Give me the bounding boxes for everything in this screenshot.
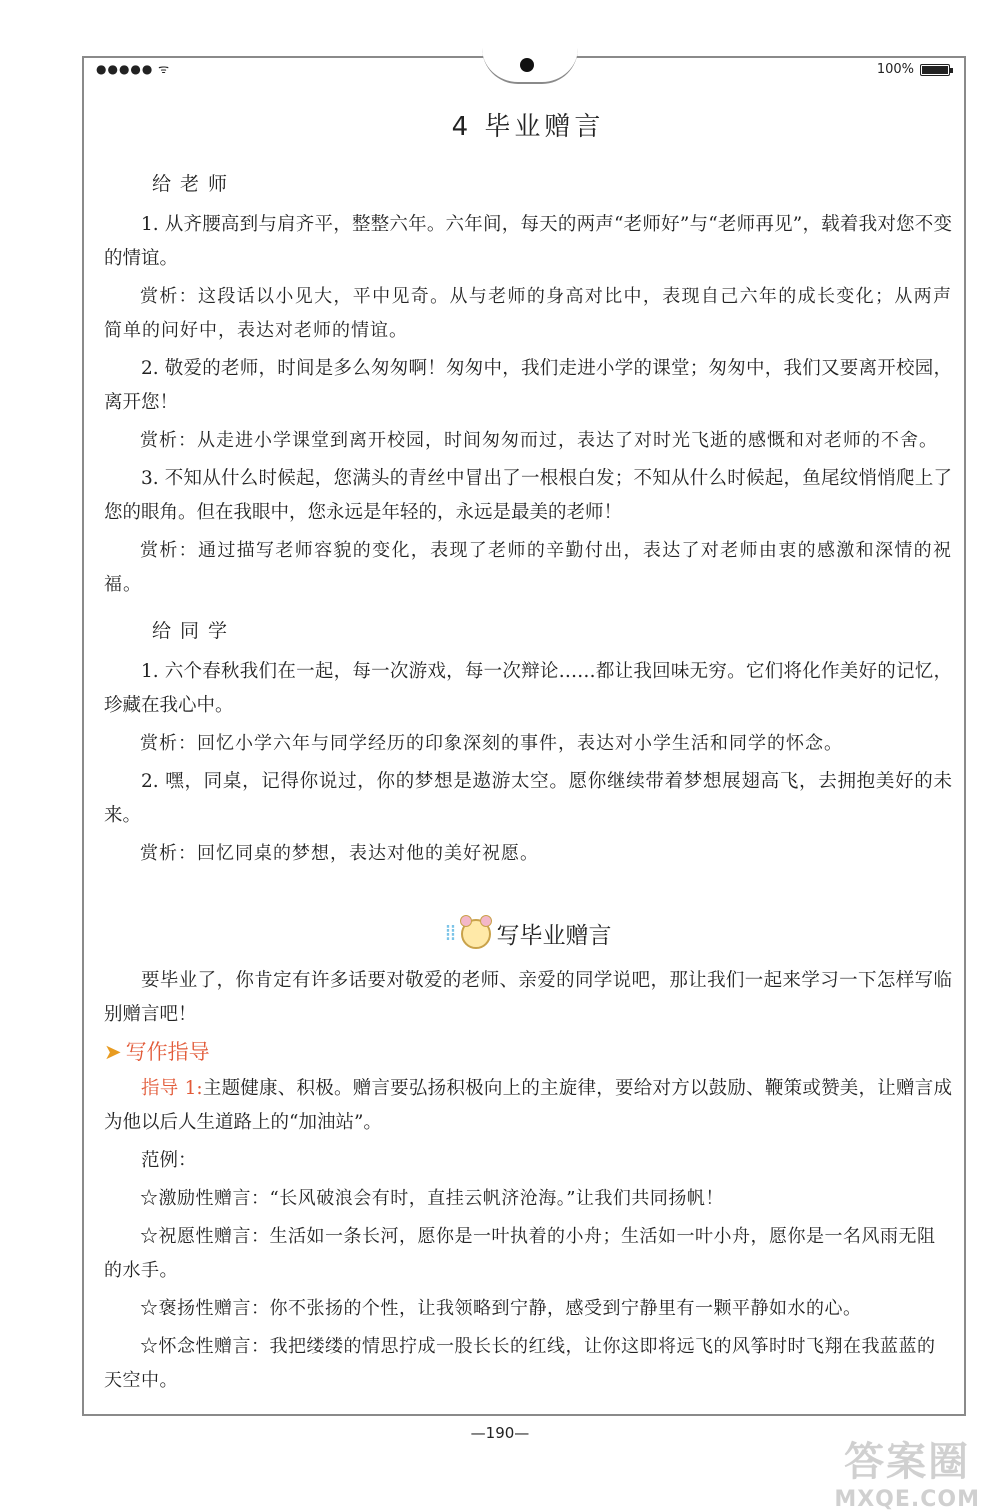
guide-heading bbox=[104, 1036, 952, 1066]
status-bar-left bbox=[96, 60, 170, 77]
watermark-line-1: 答案圈 bbox=[844, 1439, 971, 1485]
wifi-icon: ᯤ bbox=[158, 62, 171, 76]
classmate-item-2: 2. 嘿，同桌，记得你说过，你的梦想是遨游太空。愿你继续带着梦想展翅高飞，去拥抱美好的未来。 bbox=[104, 771, 952, 826]
signal-icon: ●●●●● bbox=[96, 62, 159, 76]
banner-title: 写毕业赠言 bbox=[496, 923, 612, 949]
example-4: ☆怀念性赠言：我把缕缕的情思拧成一股长长的红线，让你这即将远飞的风筝时时飞翔在我蓝蓝的天空中。 bbox=[104, 1336, 936, 1391]
page-number: —190— bbox=[470, 1424, 530, 1442]
status-bar-right bbox=[877, 62, 950, 77]
arrow-right-icon: ➤ bbox=[104, 1040, 122, 1064]
writing-banner bbox=[104, 917, 952, 950]
page-content bbox=[104, 100, 952, 1402]
teacher-item-2: 2. 敬爱的老师，时间是多么匆匆啊！匆匆中，我们走进小学的课堂；匆匆中，我们又要离开校园，离开您！ bbox=[104, 358, 952, 413]
example-1: ☆激励性赠言：“长风破浪会有时，直挂云帆济沧海。”让我们共同扬帆！ bbox=[140, 1188, 724, 1209]
examples-label: 范例： bbox=[141, 1150, 197, 1171]
bear-mascot-icon bbox=[461, 919, 491, 949]
teacher-analysis-2: 赏析：从走进小学课堂到离开校园，时间匆匆而过，表达了对时光飞逝的感慨和对老师的不舍。 bbox=[140, 430, 938, 451]
guide-text: 主题健康、积极。赠言要弘扬积极向上的主旋律，要给对方以鼓励、鞭策或赞美，让赠言成为他以后人生道路上的“加油站”。 bbox=[104, 1078, 952, 1133]
guide-heading-text: 写作指导 bbox=[125, 1040, 210, 1064]
classmate-item-1: 1. 六个春秋我们在一起，每一次游戏，每一次辩论……都让我回味无穷。它们将化作美好的记忆，珍藏在我心中。 bbox=[104, 661, 952, 716]
example-2: ☆祝愿性赠言：生活如一条长河，愿你是一叶执着的小舟；生活如一叶小舟，愿你是一名风雨无阻的水手。 bbox=[104, 1226, 936, 1281]
classmate-analysis-2: 赏析：回忆同桌的梦想，表达对他的美好祝愿。 bbox=[140, 843, 539, 864]
battery-icon bbox=[920, 64, 950, 76]
example-3: ☆褒扬性赠言：你不张扬的个性，让我领略到宁静，感受到宁静里有一颗平静如水的心。 bbox=[140, 1298, 862, 1319]
camera-icon bbox=[520, 58, 534, 72]
watermark-line-2: MXQE.COM bbox=[834, 1487, 980, 1512]
section-heading-classmate: 给同学 bbox=[152, 620, 237, 642]
section-heading-teacher: 给老师 bbox=[152, 173, 237, 195]
page-title: 4 毕业赠言 bbox=[451, 112, 605, 142]
writing-intro: 要毕业了，你肯定有许多话要对敬爱的老师、亲爱的同学说吧，那让我们一起来学习一下怎样写临别赠言吧！ bbox=[104, 970, 952, 1025]
teacher-analysis-1: 赏析：这段话以小见大，平中见奇。从与老师的身高对比中，表现自己六年的成长变化；从两声简单的问好中，表达对老师的情谊。 bbox=[104, 286, 952, 341]
guide-1 bbox=[104, 1072, 952, 1140]
classmate-analysis-1: 赏析：回忆小学六年与同学经历的印象深刻的事件，表达对小学生活和同学的怀念。 bbox=[140, 733, 843, 754]
teacher-item-3: 3. 不知从什么时候起，您满头的青丝中冒出了一根根白发；不知从什么时候起，鱼尾纹悄悄爬上了您的眼角。但在我眼中，您永远是年轻的，永远是最美的老师！ bbox=[104, 468, 952, 523]
guide-label: 指导 1: bbox=[141, 1078, 203, 1099]
battery-percent: 100% bbox=[876, 62, 914, 77]
decoration-icon: ⁞⁞ bbox=[444, 921, 455, 946]
watermark-logo bbox=[834, 1430, 980, 1512]
teacher-item-1: 1. 从齐腰高到与肩齐平，整整六年。六年间，每天的两声“老师好”与“老师再见”，载着我对您不变的情谊。 bbox=[104, 214, 952, 269]
teacher-analysis-3: 赏析：通过描写老师容貌的变化，表现了老师的辛勤付出，表达了对老师由衷的感激和深情的祝福。 bbox=[104, 540, 952, 595]
